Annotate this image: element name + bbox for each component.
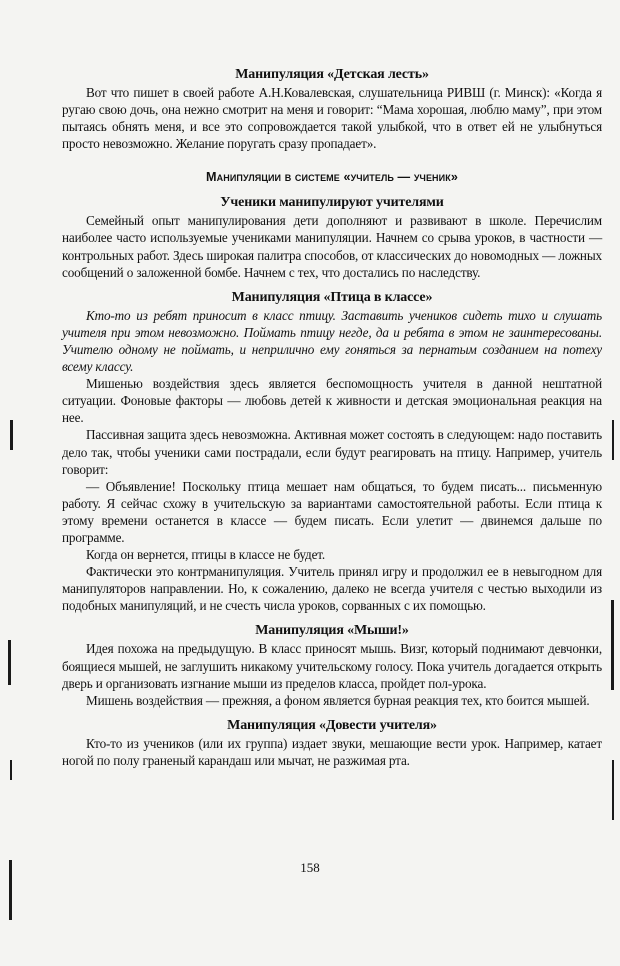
section-title-detskaya-lest: Манипуляция «Детская лесть»	[235, 67, 429, 82]
chapter-title: Манипуляции в системе «учитель — ученик»	[206, 170, 458, 185]
section-title-myshi: Манипуляция «Мыши!»	[255, 623, 409, 639]
spacer	[62, 152, 602, 168]
scan-edge-mark	[10, 760, 12, 780]
paragraph: Идея похожа на предыдущую. В класс приносят мышь. Визг, который поднимают девчонки, боящиеся мышей, не заглушить никакому учительскому голосу. Пока учитель догадается открыть дверь и организовать изгнание мыши из пределов класса, пройдет пол-урока.	[62, 641, 602, 691]
page-content	[62, 66, 602, 769]
paragraph-italic: Кто-то из ребят приносит в класс птицу. Заставить учеников сидеть тихо и слушать учителя при этом невозможно. Поймать птицу негде, да и ребята в этом не заинтересованы. Учителю одному не поймать, и неприлично ему гоняться за пернатым созданием на потеху всему классу.	[62, 307, 602, 375]
scan-edge-mark	[10, 420, 13, 450]
paragraph: Кто-то из учеников (или их группа) издает звуки, мешающие вести урок. Например, катает ногой по полу граненый карандаш или мычат, не разжимая рта.	[62, 735, 602, 768]
scan-edge-mark	[9, 860, 12, 920]
paragraph: — Объявление! Поскольку птица мешает нам общаться, то будем писать... письменную работу. Я сейчас схожу в учительскую за вариантами самостоятельной работы. Если птица к этому времени останется в классе — будем писать. Если улетит — двинемся дальше по программе.	[62, 478, 602, 545]
scan-edge-mark	[612, 420, 614, 460]
scan-edge-mark	[612, 760, 614, 820]
page-number: 158	[300, 860, 320, 875]
spacer	[62, 709, 602, 717]
paragraph: Мишенью воздействия здесь является беспомощность учителя в данной нештатной ситуации. Фоновые факторы — любовь детей к живности и детская эмоциональная реакция на нее.	[62, 376, 602, 426]
paragraph: Пассивная защита здесь невозможна. Активная может состоять в следующем: надо поставить дело так, чтобы ученики сами пострадали, если будут реагировать на птицу. Например, учитель говорит:	[62, 427, 602, 477]
spacer	[62, 186, 602, 194]
section-title-ucheniki: Ученики манипулируют учителями	[220, 195, 444, 211]
section-title-dovesti: Манипуляция «Довести учителя»	[227, 717, 437, 733]
paragraph: Вот что пишет в своей работе А.Н.Ковалевская, слушательница РИВШ (г. Минск): «Когда я ругаю свою дочь, она нежно смотрит на меня и говорит: “Мама хорошая, люблю маму”, при этом пытаясь обнять меня, и все это сопровождается такой улыбкой, что в ответ ей не улыбнуться просто невозможно. Желание поругать сразу пропадает».	[62, 85, 602, 152]
paragraph: Семейный опыт манипулирования дети дополняют и развивают в школе. Перечислим наиболее часто используемые учениками манипуляции. Начнем со срыва уроков, в частности — контрольных работ. Здесь широкая палитра способов, от классических до новомодных — ложных сообщений о заложенной бомбе. Начнем с тех, что достались по наследству.	[62, 213, 602, 280]
paragraph: Когда он вернется, птицы в классе не будет.	[86, 547, 326, 563]
section-title-ptitsa: Манипуляция «Птица в классе»	[231, 289, 433, 305]
scan-edge-mark	[8, 640, 11, 685]
spacer	[62, 281, 602, 289]
paragraph: Фактически это контрманипуляция. Учитель принял игру и продолжил ее в невыгодном для манипуляторов направлении. Но, к сожалению, далеко не всегда учителя с честью выходили из подобных манипуляций, и не счесть числа уроков, сорванных с их помощью.	[62, 564, 602, 614]
paragraph: Мишень воздействия — прежняя, а фоном является бурная реакция тех, кто боится мышей.	[86, 692, 590, 708]
spacer	[62, 614, 602, 622]
scan-edge-mark	[611, 600, 614, 690]
